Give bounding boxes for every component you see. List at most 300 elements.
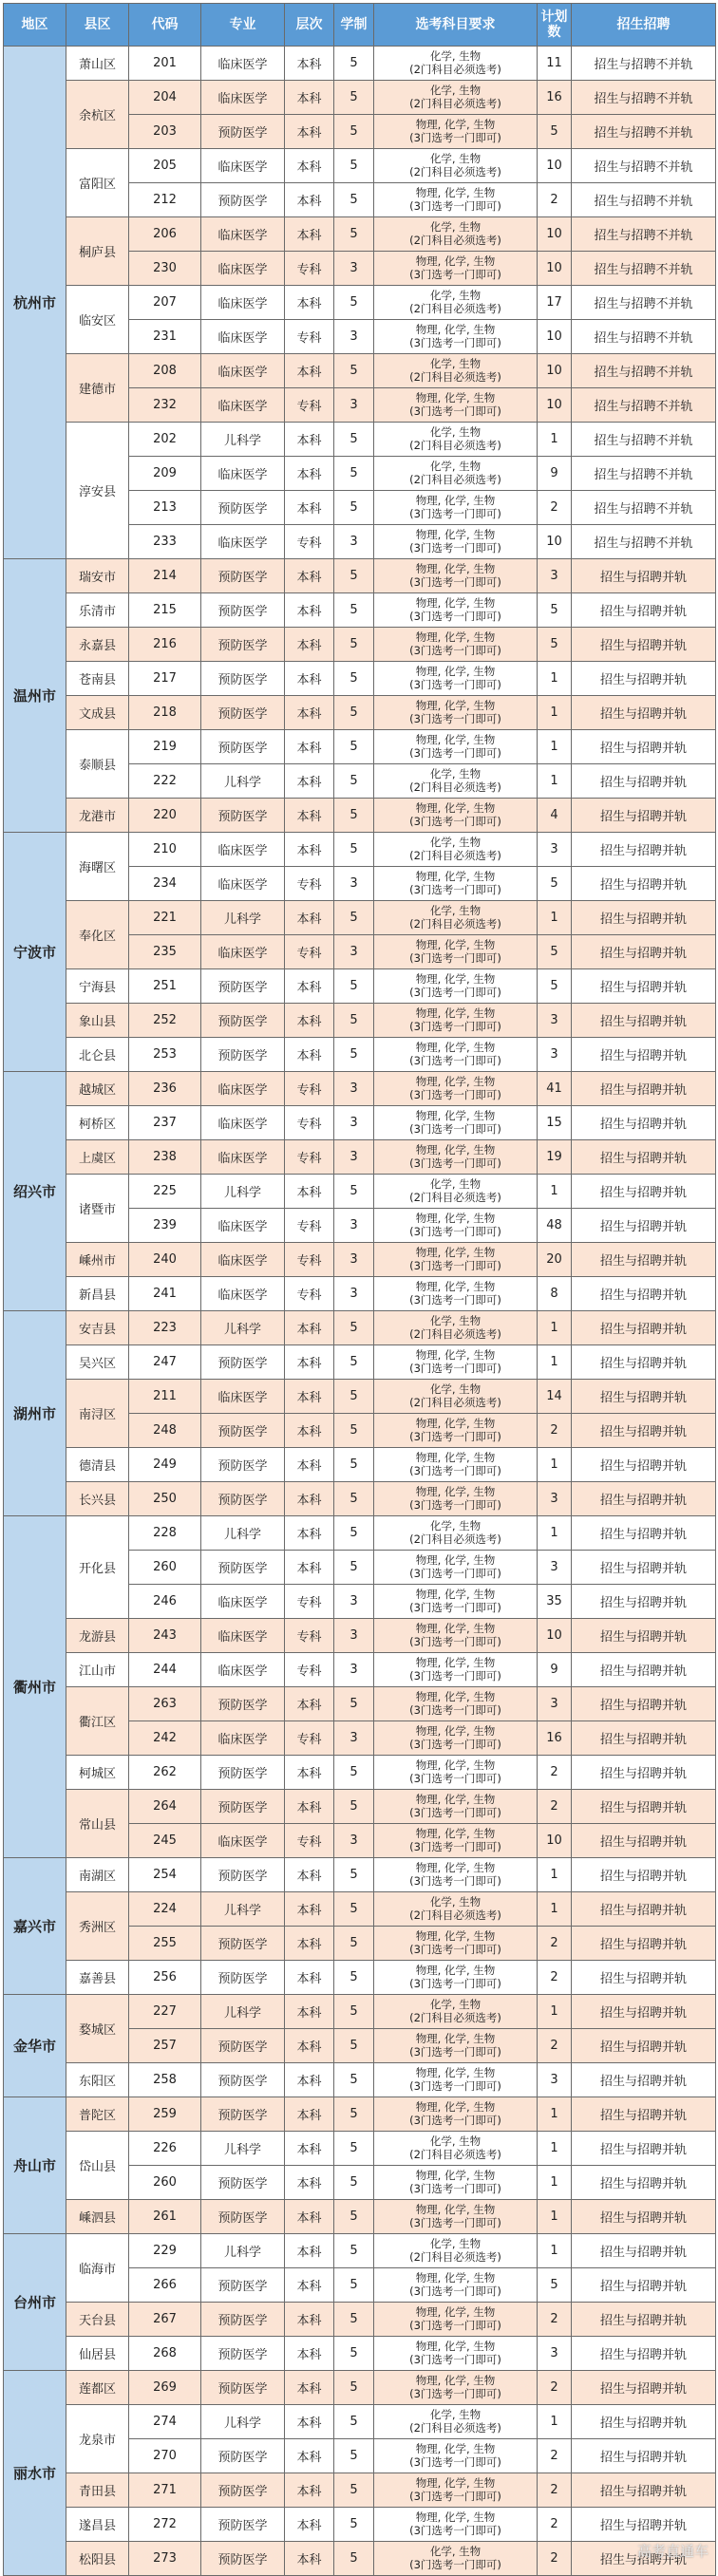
plan-count-cell: 3	[538, 559, 572, 593]
code-cell: 256	[129, 1961, 201, 1995]
major-cell: 临床医学	[201, 1721, 285, 1756]
level-cell: 专科	[285, 1140, 334, 1175]
subject-requirement-cell	[374, 525, 538, 559]
subject-list: 物理, 化学, 生物	[415, 2441, 496, 2455]
table-row	[4, 833, 716, 867]
level-cell: 本科	[285, 1892, 334, 1927]
plan-count-cell: 5	[538, 867, 572, 901]
plan-count-cell: 16	[538, 1721, 572, 1756]
code-cell: 274	[129, 2405, 201, 2439]
major-cell: 临床医学	[201, 354, 285, 388]
plan-count-cell: 10	[538, 252, 572, 286]
recruit-mode-cell: 招生与招聘并轨	[572, 1585, 716, 1619]
subject-requirement-cell	[374, 730, 538, 764]
recruit-mode-cell: 招生与招聘并轨	[572, 2473, 716, 2508]
level-cell: 本科	[285, 1448, 334, 1482]
plan-count-cell: 3	[538, 2063, 572, 2097]
table-row	[4, 1619, 716, 1653]
major-cell: 预防医学	[201, 491, 285, 525]
level-cell: 专科	[285, 1721, 334, 1756]
table-row	[4, 47, 716, 81]
code-cell: 234	[129, 867, 201, 901]
subject-list: 化学, 生物	[429, 903, 482, 917]
subject-requirement-cell	[374, 1585, 538, 1619]
subject-rule: (3门选考一门即可)	[409, 609, 501, 623]
plan-count-cell: 2	[538, 1961, 572, 1995]
region-cell: 嘉兴市	[4, 1858, 66, 1995]
plan-count-cell: 1	[538, 764, 572, 799]
plan-count-cell: 1	[538, 1516, 572, 1551]
county-cell: 宁海县	[66, 969, 129, 1004]
code-cell: 206	[129, 217, 201, 252]
subject-requirement-cell	[374, 1414, 538, 1448]
table-row	[4, 1892, 716, 1927]
code-cell: 249	[129, 1448, 201, 1482]
subject-list: 物理, 化学, 生物	[415, 1826, 496, 1840]
major-cell: 预防医学	[201, 2439, 285, 2473]
duration-cell: 5	[334, 1448, 374, 1482]
code-cell: 244	[129, 1653, 201, 1687]
subject-list: 物理, 化学, 生物	[415, 2202, 496, 2216]
table-row	[4, 1653, 716, 1687]
major-cell: 预防医学	[201, 1414, 285, 1448]
level-cell: 专科	[285, 867, 334, 901]
table-row	[4, 730, 716, 764]
subject-list: 物理, 化学, 生物	[415, 2270, 496, 2285]
subject-list: 物理, 化学, 生物	[415, 1142, 496, 1156]
level-cell: 本科	[285, 764, 334, 799]
subject-list: 物理, 化学, 生物	[415, 664, 496, 678]
table-body	[4, 47, 716, 2576]
level-cell: 本科	[285, 423, 334, 457]
subject-list: 物理, 化学, 生物	[415, 1347, 496, 1362]
subject-requirement-cell	[374, 764, 538, 799]
code-cell: 211	[129, 1380, 201, 1414]
region-cell: 舟山市	[4, 2097, 66, 2234]
subject-rule: (3门选考一门即可)	[409, 2454, 501, 2469]
level-cell: 本科	[285, 2337, 334, 2371]
recruit-mode-cell: 招生与招聘不并轨	[572, 149, 716, 183]
code-cell: 209	[129, 457, 201, 491]
subject-requirement-cell	[374, 2542, 538, 2576]
recruit-mode-cell: 招生与招聘并轨	[572, 2268, 716, 2303]
recruit-mode-cell: 招生与招聘并轨	[572, 1209, 716, 1243]
subject-rule: (2门科目必须选考)	[409, 96, 501, 110]
code-cell: 264	[129, 1790, 201, 1824]
subject-requirement-cell	[374, 1106, 538, 1140]
subject-rule: (3门选考一门即可)	[409, 1634, 501, 1648]
major-cell: 预防医学	[201, 1756, 285, 1790]
major-cell: 预防医学	[201, 1927, 285, 1961]
major-cell: 预防医学	[201, 2200, 285, 2234]
table-row	[4, 1961, 716, 1995]
county-cell: 东阳区	[66, 2063, 129, 2097]
duration-cell: 3	[334, 1106, 374, 1140]
recruit-mode-cell: 招生与招聘并轨	[572, 1038, 716, 1072]
recruit-mode-cell: 招生与招聘并轨	[572, 662, 716, 696]
code-cell: 217	[129, 662, 201, 696]
subject-rule: (3门选考一门即可)	[409, 2318, 501, 2332]
level-cell: 本科	[285, 2303, 334, 2337]
plan-count-cell: 2	[538, 183, 572, 217]
subject-rule: (3门选考一门即可)	[409, 335, 501, 349]
county-cell: 奉化区	[66, 901, 129, 969]
subject-requirement-cell	[374, 1345, 538, 1380]
code-cell: 243	[129, 1619, 201, 1653]
enrollment-table-wrapper	[3, 3, 715, 2576]
recruit-mode-cell: 招生与招聘并轨	[572, 1961, 716, 1995]
subject-requirement-cell	[374, 2097, 538, 2132]
recruit-mode-cell: 招生与招聘不并轨	[572, 115, 716, 149]
code-cell: 230	[129, 252, 201, 286]
major-cell: 预防医学	[201, 593, 285, 628]
subject-requirement-cell	[374, 47, 538, 81]
subject-requirement-cell	[374, 1619, 538, 1653]
subject-list: 化学, 生物	[429, 459, 482, 473]
duration-cell: 3	[334, 1619, 374, 1653]
subject-list: 化学, 生物	[429, 1894, 482, 1908]
recruit-mode-cell: 招生与招聘不并轨	[572, 491, 716, 525]
plan-count-cell: 1	[538, 2405, 572, 2439]
plan-count-cell: 5	[538, 969, 572, 1004]
county-cell: 临安区	[66, 286, 129, 354]
recruit-mode-cell: 招生与招聘并轨	[572, 1721, 716, 1756]
subject-list: 物理, 化学, 生物	[415, 1860, 496, 1874]
subject-list: 物理, 化学, 生物	[415, 971, 496, 986]
county-cell: 安吉县	[66, 1311, 129, 1345]
subject-requirement-cell	[374, 149, 538, 183]
subject-rule: (2门科目必须选考)	[409, 1908, 501, 1922]
subject-list: 化学, 生物	[429, 2544, 482, 2558]
duration-cell: 5	[334, 1038, 374, 1072]
code-cell: 201	[129, 47, 201, 81]
code-cell: 213	[129, 491, 201, 525]
plan-count-cell: 1	[538, 1345, 572, 1380]
duration-cell: 5	[334, 1311, 374, 1345]
recruit-mode-cell: 招生与招聘并轨	[572, 1414, 716, 1448]
subject-rule: (3门选考一门即可)	[409, 745, 501, 760]
subject-requirement-cell	[374, 2371, 538, 2405]
subject-rule: (3门选考一门即可)	[409, 882, 501, 896]
level-cell: 本科	[285, 901, 334, 935]
county-cell: 岱山县	[66, 2132, 129, 2200]
plan-count-cell: 2	[538, 1790, 572, 1824]
subject-requirement-cell	[374, 1209, 538, 1243]
major-cell: 临床医学	[201, 47, 285, 81]
recruit-mode-cell: 招生与招聘并轨	[572, 1687, 716, 1721]
duration-cell: 5	[334, 1927, 374, 1961]
level-cell: 本科	[285, 1380, 334, 1414]
subject-list: 化学, 生物	[429, 1518, 482, 1532]
header-duration: 学制	[334, 4, 374, 47]
major-cell: 预防医学	[201, 2542, 285, 2576]
major-cell: 预防医学	[201, 1004, 285, 1038]
plan-count-cell: 2	[538, 2303, 572, 2337]
subject-rule: (3门选考一门即可)	[409, 2523, 501, 2537]
subject-list: 物理, 化学, 生物	[415, 1621, 496, 1635]
major-cell: 预防医学	[201, 2268, 285, 2303]
duration-cell: 3	[334, 525, 374, 559]
major-cell: 预防医学	[201, 2303, 285, 2337]
table-row	[4, 2337, 716, 2371]
subject-rule: (2门科目必须选考)	[409, 438, 501, 452]
region-cell: 金华市	[4, 1995, 66, 2097]
level-cell: 本科	[285, 286, 334, 320]
code-cell: 228	[129, 1516, 201, 1551]
plan-count-cell: 10	[538, 320, 572, 354]
code-cell: 203	[129, 115, 201, 149]
major-cell: 预防医学	[201, 2337, 285, 2371]
level-cell: 本科	[285, 2132, 334, 2166]
subject-rule: (2门科目必须选考)	[409, 848, 501, 862]
duration-cell: 3	[334, 320, 374, 354]
level-cell: 本科	[285, 1038, 334, 1072]
code-cell: 261	[129, 2200, 201, 2234]
code-cell: 247	[129, 1345, 201, 1380]
subject-requirement-cell	[374, 2303, 538, 2337]
table-row	[4, 1311, 716, 1345]
plan-count-cell: 2	[538, 2542, 572, 2576]
subject-requirement-cell	[374, 1448, 538, 1482]
subject-requirement-cell	[374, 901, 538, 935]
subject-rule: (3门选考一门即可)	[409, 985, 501, 999]
subject-rule: (3门选考一门即可)	[409, 1873, 501, 1888]
plan-count-cell: 9	[538, 1653, 572, 1687]
plan-count-cell: 5	[538, 115, 572, 149]
subject-rule: (3门选考一门即可)	[409, 2181, 501, 2195]
plan-count-cell: 1	[538, 662, 572, 696]
major-cell: 儿科学	[201, 764, 285, 799]
subject-requirement-cell	[374, 2166, 538, 2200]
table-row	[4, 149, 716, 183]
recruit-mode-cell: 招生与招聘不并轨	[572, 525, 716, 559]
major-cell: 临床医学	[201, 867, 285, 901]
subject-rule: (3门选考一门即可)	[409, 130, 501, 144]
plan-count-cell: 5	[538, 935, 572, 969]
level-cell: 本科	[285, 1345, 334, 1380]
code-cell: 263	[129, 1687, 201, 1721]
code-cell: 233	[129, 525, 201, 559]
plan-count-cell: 10	[538, 217, 572, 252]
recruit-mode-cell: 招生与招聘并轨	[572, 1653, 716, 1687]
code-cell: 236	[129, 1072, 201, 1106]
level-cell: 专科	[285, 1243, 334, 1277]
subject-rule: (3门选考一门即可)	[409, 1668, 501, 1683]
level-cell: 本科	[285, 81, 334, 115]
level-cell: 本科	[285, 559, 334, 593]
subject-rule: (3门选考一门即可)	[409, 677, 501, 691]
duration-cell: 5	[334, 1995, 374, 2029]
level-cell: 本科	[285, 2234, 334, 2268]
subject-rule: (3门选考一门即可)	[409, 1976, 501, 1990]
region-cell: 衢州市	[4, 1516, 66, 1858]
subject-rule: (3门选考一门即可)	[409, 267, 501, 281]
duration-cell: 5	[334, 1516, 374, 1551]
duration-cell: 3	[334, 388, 374, 423]
plan-count-cell: 1	[538, 2166, 572, 2200]
level-cell: 专科	[285, 1106, 334, 1140]
table-row	[4, 1277, 716, 1311]
table-row	[4, 2097, 716, 2132]
plan-count-cell: 2	[538, 1927, 572, 1961]
major-cell: 儿科学	[201, 1311, 285, 1345]
subject-requirement-cell	[374, 1653, 538, 1687]
subject-list: 物理, 化学, 生物	[415, 1450, 496, 1464]
recruit-mode-cell: 招生与招聘并轨	[572, 2371, 716, 2405]
subject-requirement-cell	[374, 183, 538, 217]
major-cell: 临床医学	[201, 1243, 285, 1277]
level-cell: 本科	[285, 1687, 334, 1721]
code-cell: 235	[129, 935, 201, 969]
duration-cell: 5	[334, 183, 374, 217]
level-cell: 专科	[285, 388, 334, 423]
subject-list: 物理, 化学, 生物	[415, 698, 496, 712]
plan-count-cell: 1	[538, 696, 572, 730]
level-cell: 专科	[285, 1277, 334, 1311]
duration-cell: 5	[334, 1892, 374, 1927]
subject-rule: (3门选考一门即可)	[409, 814, 501, 828]
major-cell: 预防医学	[201, 1961, 285, 1995]
recruit-mode-cell: 招生与招聘并轨	[572, 1551, 716, 1585]
code-cell: 255	[129, 1927, 201, 1961]
duration-cell: 5	[334, 969, 374, 1004]
major-cell: 临床医学	[201, 457, 285, 491]
level-cell: 专科	[285, 1585, 334, 1619]
level-cell: 本科	[285, 491, 334, 525]
subject-rule: (2门科目必须选考)	[409, 1190, 501, 1204]
subject-requirement-cell	[374, 320, 538, 354]
plan-count-cell: 16	[538, 81, 572, 115]
region-cell: 宁波市	[4, 833, 66, 1072]
header-level: 层次	[285, 4, 334, 47]
subject-requirement-cell	[374, 1516, 538, 1551]
region-cell: 台州市	[4, 2234, 66, 2371]
duration-cell: 5	[334, 833, 374, 867]
level-cell: 本科	[285, 1756, 334, 1790]
subject-list: 化学, 生物	[429, 1382, 482, 1396]
subject-requirement-cell	[374, 559, 538, 593]
major-cell: 预防医学	[201, 1482, 285, 1516]
duration-cell: 5	[334, 286, 374, 320]
county-cell: 象山县	[66, 1004, 129, 1038]
level-cell: 本科	[285, 2371, 334, 2405]
level-cell: 本科	[285, 47, 334, 81]
plan-count-cell: 10	[538, 149, 572, 183]
level-cell: 本科	[285, 183, 334, 217]
plan-count-cell: 1	[538, 1995, 572, 2029]
duration-cell: 5	[334, 1345, 374, 1380]
code-cell: 214	[129, 559, 201, 593]
subject-requirement-cell	[374, 2234, 538, 2268]
subject-requirement-cell	[374, 593, 538, 628]
code-cell: 257	[129, 2029, 201, 2063]
subject-rule: (2门科目必须选考)	[409, 780, 501, 794]
plan-count-cell: 1	[538, 730, 572, 764]
major-cell: 预防医学	[201, 2063, 285, 2097]
subject-rule: (3门选考一门即可)	[409, 574, 501, 589]
county-cell: 余杭区	[66, 81, 129, 149]
subject-list: 物理, 化学, 生物	[415, 2031, 496, 2045]
duration-cell: 3	[334, 1072, 374, 1106]
duration-cell: 5	[334, 628, 374, 662]
duration-cell: 5	[334, 2097, 374, 2132]
recruit-mode-cell: 招生与招聘并轨	[572, 2166, 716, 2200]
subject-requirement-cell	[374, 2405, 538, 2439]
subject-list: 物理, 化学, 生物	[415, 1484, 496, 1498]
level-cell: 本科	[285, 628, 334, 662]
recruit-mode-cell: 招生与招聘并轨	[572, 730, 716, 764]
duration-cell: 5	[334, 457, 374, 491]
code-cell: 232	[129, 388, 201, 423]
subject-requirement-cell	[374, 354, 538, 388]
major-cell: 预防医学	[201, 696, 285, 730]
duration-cell: 5	[334, 2508, 374, 2542]
major-cell: 临床医学	[201, 1824, 285, 1858]
recruit-mode-cell: 招生与招聘并轨	[572, 1448, 716, 1482]
plan-count-cell: 2	[538, 2508, 572, 2542]
table-row	[4, 969, 716, 1004]
plan-count-cell: 41	[538, 1072, 572, 1106]
recruit-mode-cell: 招生与招聘不并轨	[572, 354, 716, 388]
duration-cell: 5	[334, 1380, 374, 1414]
recruit-mode-cell: 招生与招聘并轨	[572, 799, 716, 833]
level-cell: 本科	[285, 1414, 334, 1448]
code-cell: 240	[129, 1243, 201, 1277]
table-row	[4, 2200, 716, 2234]
duration-cell: 5	[334, 2268, 374, 2303]
subject-rule: (2门科目必须选考)	[409, 62, 501, 76]
level-cell: 本科	[285, 2029, 334, 2063]
code-cell: 202	[129, 423, 201, 457]
duration-cell: 5	[334, 2371, 374, 2405]
table-row	[4, 217, 716, 252]
subject-rule: (3门选考一门即可)	[409, 711, 501, 725]
subject-requirement-cell	[374, 388, 538, 423]
recruit-mode-cell: 招生与招聘并轨	[572, 1277, 716, 1311]
table-row	[4, 2234, 716, 2268]
subject-rule: (3门选考一门即可)	[409, 643, 501, 657]
table-row	[4, 81, 716, 115]
duration-cell: 5	[334, 2063, 374, 2097]
code-cell: 229	[129, 2234, 201, 2268]
table-row	[4, 2371, 716, 2405]
recruit-mode-cell: 招生与招聘不并轨	[572, 47, 716, 81]
subject-requirement-cell	[374, 1995, 538, 2029]
subject-rule: (3门选考一门即可)	[409, 1771, 501, 1785]
duration-cell: 5	[334, 662, 374, 696]
subject-list: 物理, 化学, 生物	[415, 2510, 496, 2524]
subject-rule: (3门选考一门即可)	[409, 1839, 501, 1853]
recruit-mode-cell: 招生与招聘并轨	[572, 1175, 716, 1209]
county-cell: 苍南县	[66, 662, 129, 696]
plan-count-cell: 1	[538, 1892, 572, 1927]
major-cell: 临床医学	[201, 935, 285, 969]
subject-requirement-cell	[374, 1961, 538, 1995]
recruit-mode-cell: 招生与招聘不并轨	[572, 217, 716, 252]
level-cell: 本科	[285, 2542, 334, 2576]
level-cell: 本科	[285, 1175, 334, 1209]
level-cell: 专科	[285, 1619, 334, 1653]
subject-rule: (2门科目必须选考)	[409, 472, 501, 486]
level-cell: 本科	[285, 730, 334, 764]
duration-cell: 5	[334, 2473, 374, 2508]
region-cell: 湖州市	[4, 1311, 66, 1516]
duration-cell: 5	[334, 2166, 374, 2200]
major-cell: 预防医学	[201, 2029, 285, 2063]
county-cell: 文成县	[66, 696, 129, 730]
table-row	[4, 1790, 716, 1824]
code-cell: 251	[129, 969, 201, 1004]
